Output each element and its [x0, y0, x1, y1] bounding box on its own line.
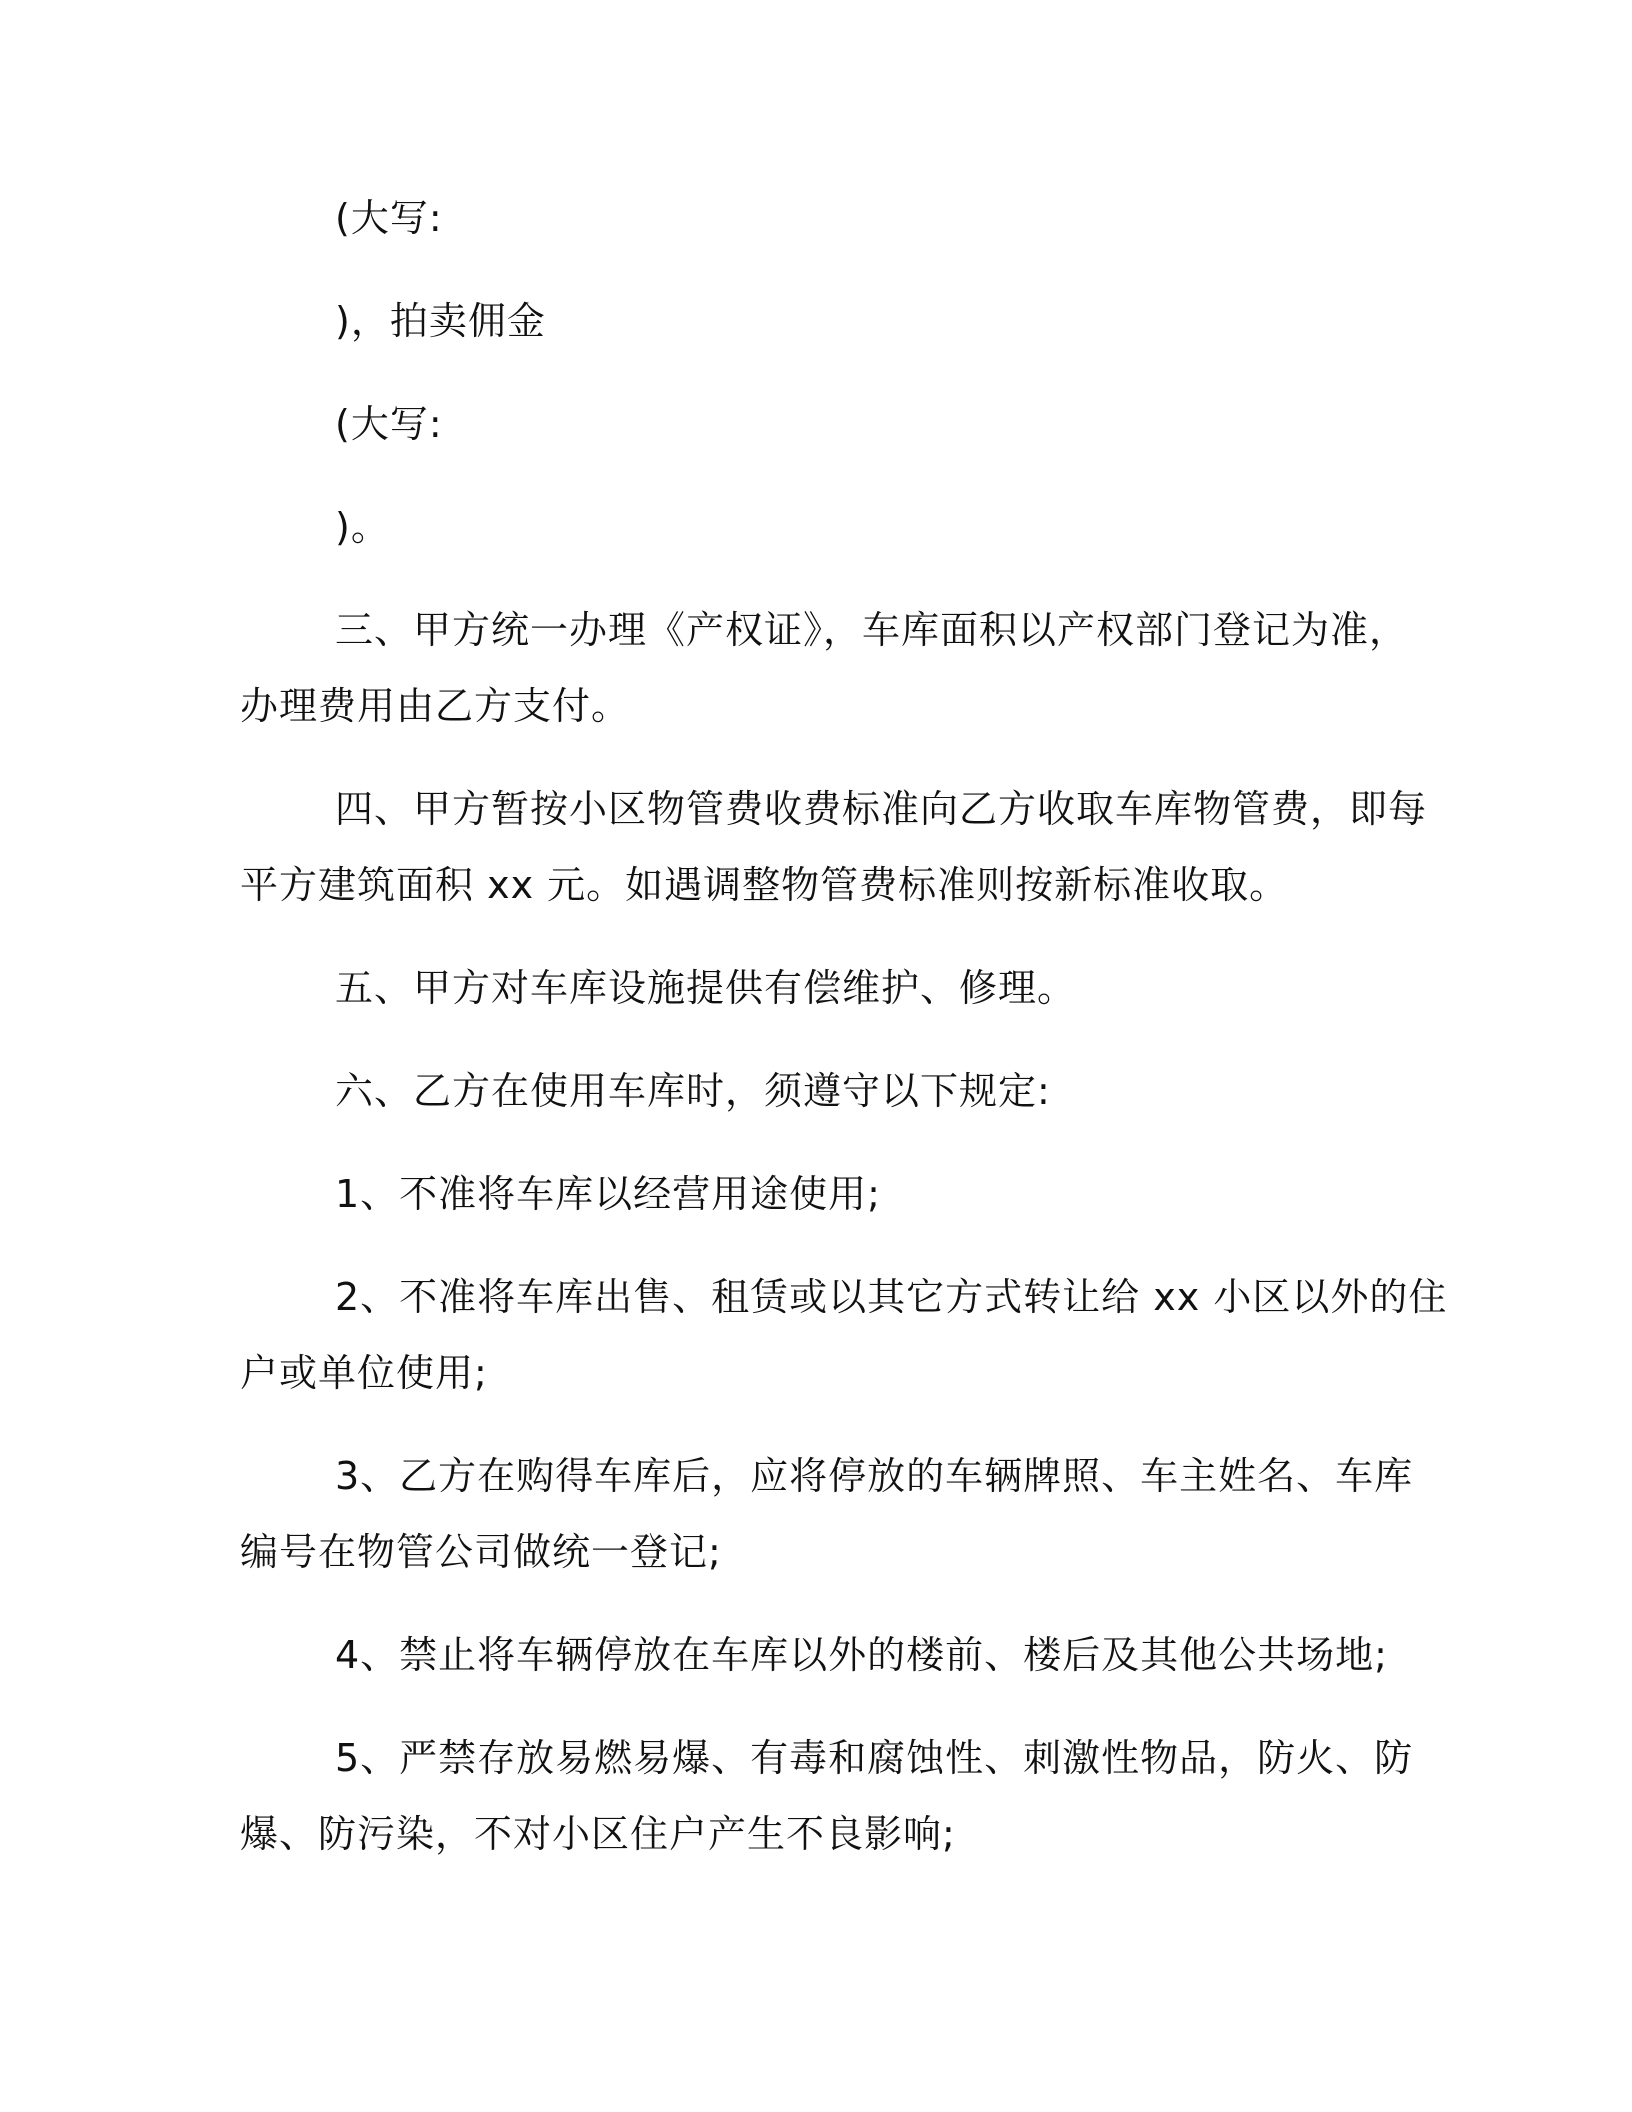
rule-5-line-2: 爆、防污染，不对小区住户产生不良影响; [240, 1812, 956, 1856]
paragraph-4-line-1: 四、甲方暂按小区物管费收费标准向乙方收取车库物管费，即每 [335, 787, 1428, 831]
rule-4: 4、禁止将车辆停放在车库以外的楼前、楼后及其他公共场地; [335, 1633, 1388, 1677]
paragraph-5: 五、甲方对车库设施提供有偿维护、修理。 [335, 966, 1077, 1010]
paragraph-4-line-2: 平方建筑面积 xx 元。如遇调整物管费标准则按新标准收取。 [240, 863, 1289, 907]
paragraph-3-line-2: 办理费用由乙方支付。 [240, 684, 631, 728]
rule-2-line-1: 2、不准将车库出售、租赁或以其它方式转让给 xx 小区以外的住 [335, 1275, 1448, 1319]
rule-2-line-2: 户或单位使用; [240, 1351, 488, 1395]
text-line: )。 [335, 505, 390, 549]
paragraph-6: 六、乙方在使用车库时，须遵守以下规定: [335, 1069, 1051, 1113]
rule-3-line-1: 3、乙方在购得车库后，应将停放的车辆牌照、车主姓名、车库 [335, 1454, 1414, 1498]
rule-1: 1、不准将车库以经营用途使用; [335, 1172, 881, 1216]
paragraph-3-line-1: 三、甲方统一办理《产权证》，车库面积以产权部门登记为准， [335, 608, 1409, 652]
text-line: )，拍卖佣金 [335, 299, 546, 343]
rule-3-line-2: 编号在物管公司做统一登记; [240, 1530, 722, 1574]
rule-5-line-1: 5、严禁存放易燃易爆、有毒和腐蚀性、刺激性物品，防火、防 [335, 1736, 1414, 1780]
text-line: (大写: [335, 196, 443, 240]
text-line: (大写: [335, 402, 443, 446]
